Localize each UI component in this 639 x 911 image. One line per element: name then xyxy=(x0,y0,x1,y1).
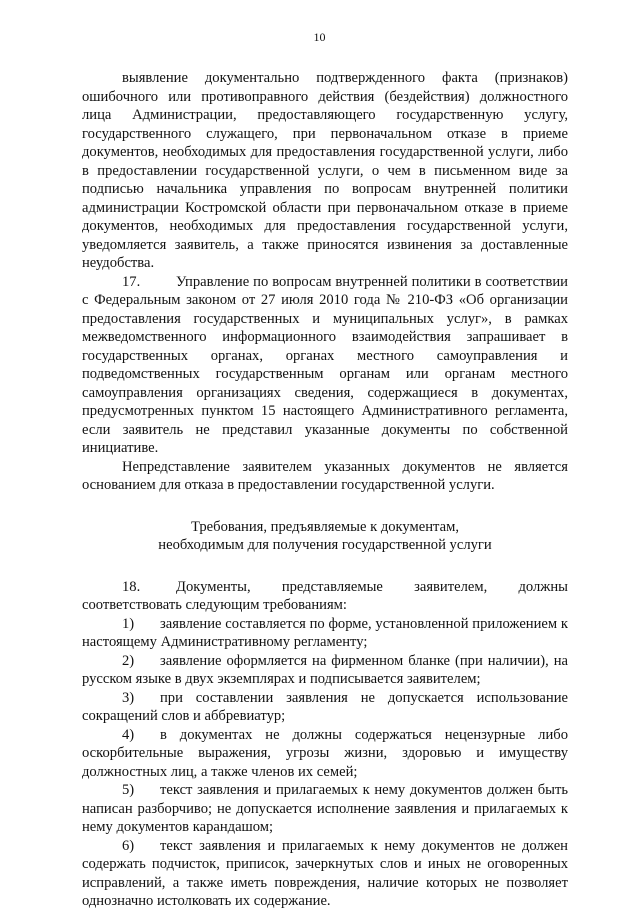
list-item-number: 6) xyxy=(122,837,135,854)
paragraph-violation-notice: выявление документально подтвержденного факта (признаков) ошибочного или противоправного действия (бездействия) должностного лица Администрации, предоставляющего государственную услугу, государственного служащего, при первоначальном отказе в приеме документов, необходимых для предоставления государственной услуги, либо в предоставлении государственной услуги, о чем в письменном виде за подписью начальника управления по вопросам внутренней политики администрации Костромской области при первоначальном отказе в приеме документов, необходимых для предоставления государственной услуги, уведомляется заявитель, а также приносятся извинения за доставленные неудобства. xyxy=(82,70,568,271)
paragraph-17 xyxy=(82,273,568,458)
list-item-number: 3) xyxy=(122,689,135,706)
requirements-list xyxy=(82,615,568,911)
list-item-text: заявление составляется по форме, установленной приложением к настоящему Административному регламенту; xyxy=(82,615,568,650)
list-item-text: заявление оформляется на фирменном бланке (при наличии), на русском языке в двух экземплярах и подписывается заявителем; xyxy=(82,652,568,687)
list-item xyxy=(82,689,568,726)
list-item-number: 4) xyxy=(122,726,135,743)
list-item-text: в документах не должны содержаться нецензурные либо оскорбительные выражения, угрозы жизни, здоровью и имуществу должностных лиц, а также членов их семей; xyxy=(82,726,568,780)
paragraph-nonsubmission: Непредставление заявителем указанных документов не является основанием для отказа в предоставлении государственной услуги. xyxy=(82,458,568,493)
list-item xyxy=(82,726,568,782)
paragraph-text: Управление по вопросам внутренней политики в соответствии с Федеральным законом от 27 июля 2010 года № 210-ФЗ «Об организации предоставления государственных и муниципальных услуг», в рамках межведомственного информационного взаимодействия запрашивает в государственных органах, органах местного самоуправления и подведомственных государственным органам или органам местного самоуправления организациях сведения, содержащиеся в документах, предусмотренных пунктом 15 настоящего Административного регламента, если заявитель не представил указанные документы по собственной инициативе. xyxy=(82,273,568,456)
heading-line: Требования, предъявляемые к документам, xyxy=(191,518,459,535)
list-item xyxy=(82,615,568,652)
paragraph-18 xyxy=(82,578,568,615)
page-number: 10 xyxy=(313,30,326,44)
list-item-number: 5) xyxy=(122,782,135,798)
list-item-number: 2) xyxy=(122,652,135,669)
list-item-text: при составлении заявления не допускается использование сокращений слов и аббревиатур; xyxy=(82,689,568,724)
list-item xyxy=(82,837,568,911)
document-body xyxy=(82,69,568,911)
paragraph-number: 18. xyxy=(122,578,141,595)
section-heading xyxy=(82,518,568,555)
paragraph-text: Документы, представляемые заявителем, должны соответствовать следующим требованиям: xyxy=(82,578,568,613)
list-item-text: текст заявления и прилагаемых к нему документов должен быть написан разборчиво; не допускается исполнение заявления и прилагаемых к нему документов карандашом; xyxy=(82,782,568,835)
paragraph-number: 17. xyxy=(122,273,141,290)
list-item-number: 1) xyxy=(122,615,135,632)
list-item xyxy=(82,781,568,837)
list-item xyxy=(82,652,568,689)
heading-line: необходимым для получения государственной услуги xyxy=(158,537,492,553)
list-item-text: текст заявления и прилагаемых к нему документов не должен содержать подчисток, приписок, зачеркнутых слов и иных не оговоренных исправлений, а также иметь повреждения, наличие которых не позволяет однозначно истолковать их содержание. xyxy=(82,837,568,909)
